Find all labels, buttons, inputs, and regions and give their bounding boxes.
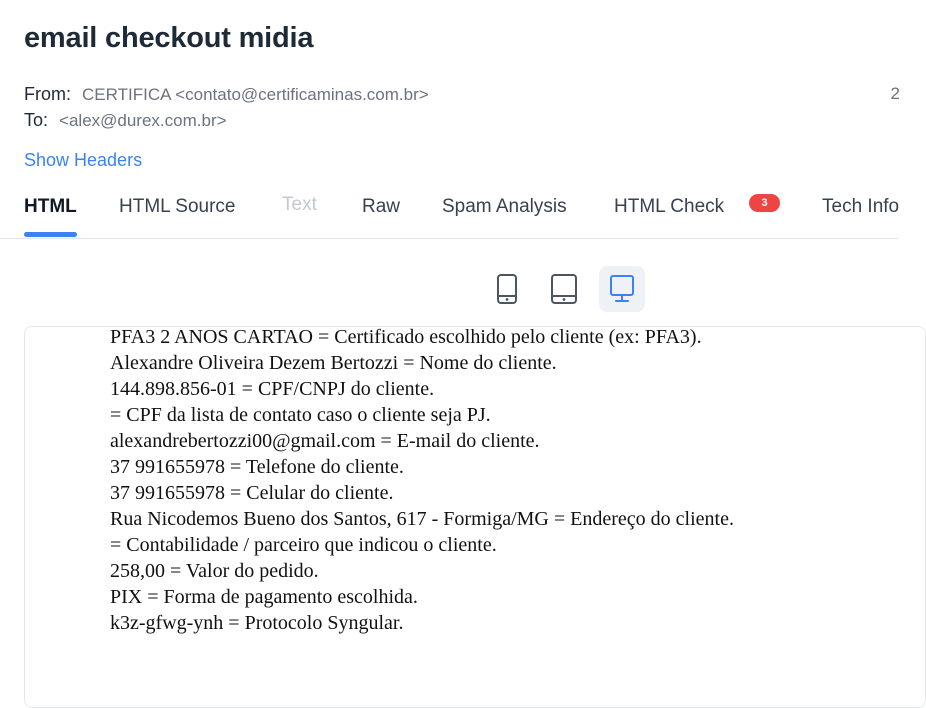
from-row bbox=[24, 84, 429, 105]
html-check-badge: 3 bbox=[749, 194, 780, 212]
tab-text: Text bbox=[282, 194, 317, 215]
tablet-icon bbox=[550, 273, 578, 305]
tab-spam-analysis[interactable]: Spam Analysis bbox=[442, 196, 567, 217]
body-line: Rua Nicodemos Bueno dos Santos, 617 - Formiga/MG = Endereço do cliente. bbox=[110, 508, 734, 530]
body-line: alexandrebertozzi00@gmail.com = E-mail do cliente. bbox=[110, 430, 540, 452]
tab-raw[interactable]: Raw bbox=[362, 196, 401, 217]
mobile-view-button[interactable] bbox=[484, 266, 530, 312]
desktop-icon bbox=[609, 274, 635, 304]
email-date: 2 bbox=[890, 84, 900, 103]
body-line: PFA3 2 ANOS CARTAO = Certificado escolhido pelo cliente (ex: PFA3). bbox=[110, 326, 702, 348]
body-line: 37 991655978 = Telefone do cliente. bbox=[110, 456, 404, 478]
from-value: CERTIFICA <contato@certificaminas.com.br> bbox=[82, 85, 429, 104]
body-line: PIX = Forma de pagamento escolhida. bbox=[110, 586, 418, 608]
desktop-view-button[interactable] bbox=[599, 266, 645, 312]
from-label: From: bbox=[24, 84, 71, 104]
active-tab-indicator bbox=[24, 232, 77, 237]
body-line: = CPF da lista de contato caso o cliente seja PJ. bbox=[110, 404, 491, 426]
to-label: To: bbox=[24, 110, 49, 130]
body-line: 37 991655978 = Celular do cliente. bbox=[110, 482, 394, 504]
body-line: Alexandre Oliveira Dezem Bertozzi = Nome do cliente. bbox=[110, 352, 557, 374]
body-line: 258,00 = Valor do pedido. bbox=[110, 560, 319, 582]
to-row bbox=[24, 110, 227, 131]
email-body bbox=[110, 324, 734, 636]
body-line: = Contabilidade / parceiro que indicou o cliente. bbox=[110, 534, 497, 556]
body-line: 144.898.856-01 = CPF/CNPJ do cliente. bbox=[110, 378, 435, 400]
body-line: k3z-gfwg-ynh = Protocolo Syngular. bbox=[110, 612, 404, 634]
to-value: <alex@durex.com.br> bbox=[59, 111, 227, 130]
tab-tech-info[interactable]: Tech Info bbox=[822, 196, 900, 217]
show-headers-link[interactable]: Show Headers bbox=[24, 150, 143, 170]
tab-html-check[interactable]: HTML Check bbox=[614, 196, 725, 217]
view-tabs bbox=[0, 186, 898, 239]
mobile-icon bbox=[496, 273, 518, 305]
tab-html[interactable]: HTML bbox=[24, 196, 77, 217]
tab-html-source[interactable]: HTML Source bbox=[119, 196, 236, 217]
tablet-view-button[interactable] bbox=[541, 266, 587, 312]
email-subject: email checkout midia bbox=[24, 22, 314, 54]
